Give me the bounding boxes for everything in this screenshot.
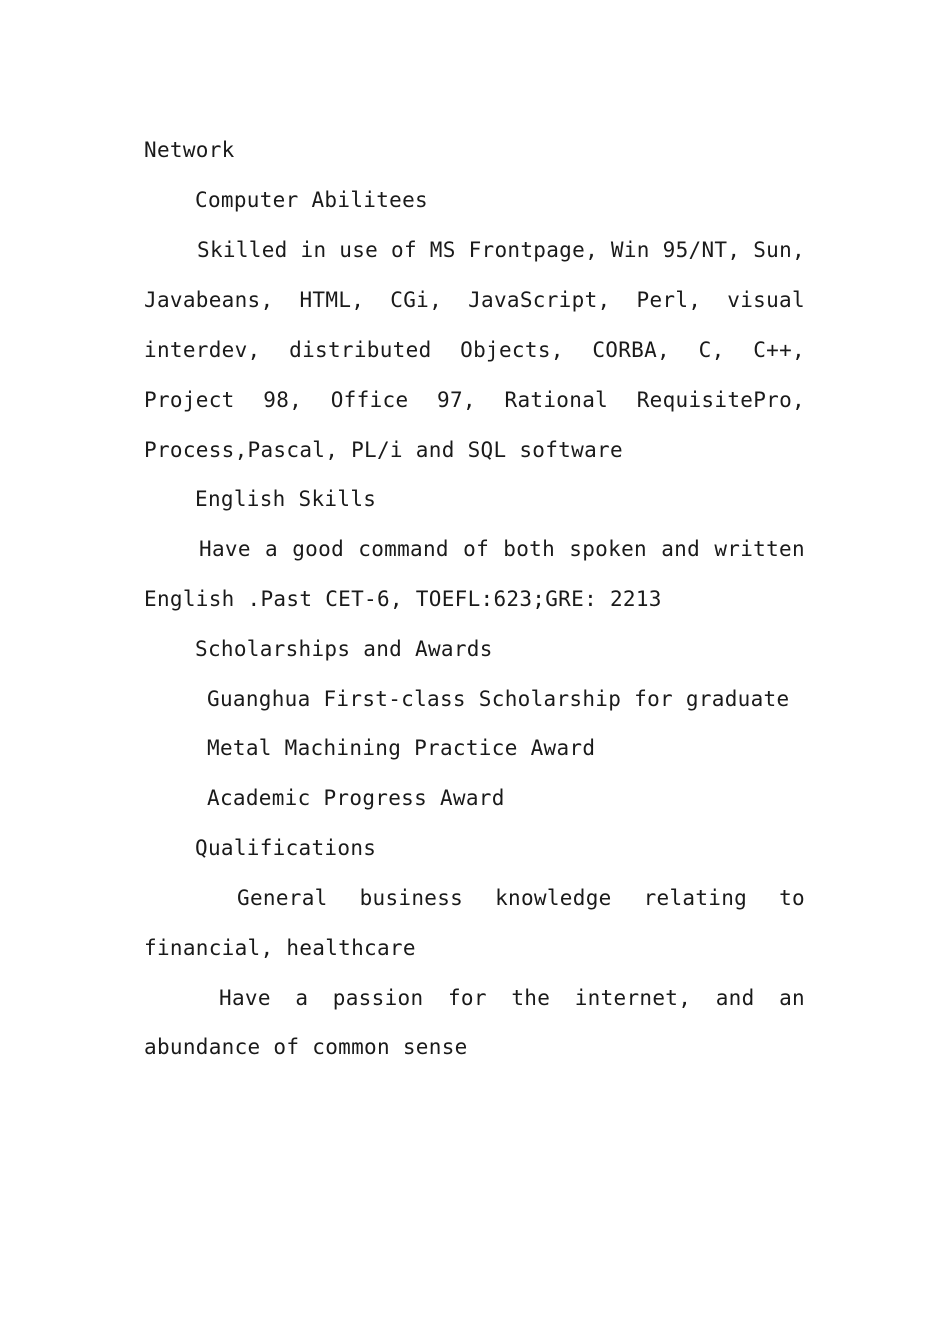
word: CGi, [390,288,443,312]
word: good [292,537,345,561]
word: use [339,238,379,262]
network-text: Network [144,138,235,162]
word: to [779,886,805,910]
award-item: Academic Progress Award [207,786,505,810]
computer-text-line-4 [144,385,805,415]
award-item: Metal Machining Practice Award [207,736,596,760]
word: and [715,986,755,1010]
word: written [714,537,805,561]
word: C++, [753,338,805,362]
word: CORBA, [592,338,671,362]
word: Project [144,388,235,412]
word: a [295,986,309,1010]
qualifications-heading: Qualifications [195,836,377,860]
computer-text-line-5: Process,Pascal, PL/i and SQL software [144,438,623,462]
word: Office [330,388,409,412]
word: knowledge [495,886,612,910]
word: internet, [574,986,692,1010]
award-item: Guanghua First-class Scholarship for graduate [207,687,790,711]
word: Sun, [753,238,805,262]
word: distributed [289,338,432,362]
word: a [265,537,278,561]
word: business [359,886,464,910]
word: an [779,986,805,1010]
qualification-2-line-1 [219,983,805,1013]
qualification-1-line-1 [237,883,805,913]
qualification-1-line-2: financial, healthcare [144,936,416,960]
word: C, [698,338,725,362]
word: JavaScript, [468,288,611,312]
word: passion [332,986,424,1010]
word: 97, [437,388,476,412]
word: Perl, [636,288,702,312]
word: of [463,537,490,561]
word: Javabeans, [144,288,274,312]
qualification-2-line-2: abundance of common sense [144,1035,468,1059]
word: visual [727,288,805,312]
computer-text-line-1 [197,235,805,265]
word: of [391,238,417,262]
word: Objects, [460,338,564,362]
english-text-line-1 [199,534,805,564]
word: 98, [263,388,303,412]
word: for [447,986,487,1010]
word: General [237,886,328,910]
word: Win [610,238,650,262]
word: interdev, [144,338,261,362]
word: Have [219,986,271,1010]
computer-abilities-heading: Computer Abilitees [195,188,428,212]
word: MS [429,238,456,262]
word: Have [199,537,251,561]
word: both [503,537,556,561]
word: command [358,537,449,561]
english-skills-heading: English Skills [195,487,377,511]
word: 95/NT, [662,238,741,262]
word: Frontpage, [468,238,599,262]
scholarships-heading: Scholarships and Awards [195,637,493,661]
word: Rational [504,388,609,412]
word: spoken [569,537,647,561]
english-text-line-2: English .Past CET-6, TOEFL:623;GRE: 2213 [144,587,662,611]
word: in [300,238,327,262]
word: the [511,986,551,1010]
word: relating [643,886,748,910]
word: Skilled [197,238,288,262]
word: RequisitePro, [636,388,805,412]
word: and [661,537,701,561]
word: HTML, [299,288,365,312]
computer-text-line-2 [144,285,805,315]
computer-text-line-3 [144,335,805,365]
